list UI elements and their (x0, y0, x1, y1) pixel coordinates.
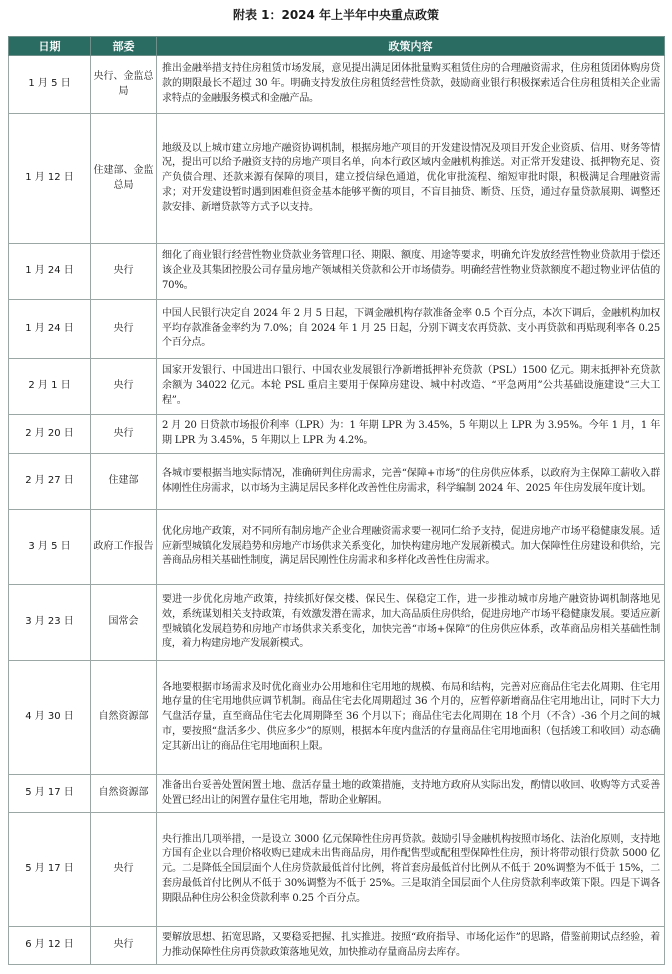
row-dept: 政府工作报告 (91, 510, 157, 585)
row-date: 3 月 23 日 (9, 585, 91, 661)
row-content: 要解放思想、拓宽思路，又要稳妥把握、扎实推进。按照“政府指导、市场化运作”的思路，借鉴前期试点经验，着力推动保障性住房再贷款政策落地见效，加快推动存量商品房去库存。 (157, 927, 665, 965)
table-row (9, 56, 665, 114)
row-dept: 自然资源部 (91, 661, 157, 775)
row-date: 2 月 20 日 (9, 415, 91, 454)
row-content: 优化房地产政策，对不同所有制房地产企业合理融资需求要一视同仁给予支持，促进房地产市场平稳健康发展。适应新型城镇化发展趋势和房地产市场供求关系变化，加快构建房地产发展新模式。加大保障性住房建设和供给，完善商品房相关基础性制度，满足居民刚性住房需求和多样化改善性住房需求。 (157, 510, 665, 585)
row-content: 各城市要根据当地实际情况，准确研判住房需求，完善“保障+市场”的住房供应体系，以政府为主保障工薪收入群体刚性住房需求，以市场为主满足居民多样化改善性住房需求，科学编制 2024 年、2025 年住房发展年度计划。 (157, 454, 665, 510)
row-dept: 央行 (91, 415, 157, 454)
row-date: 1 月 12 日 (9, 114, 91, 244)
row-content: 推出金融举措支持住房租赁市场发展，意见提出满足团体批量购买租赁住房的合理融资需求，住房租赁团体购房贷款的期限最长不超过 30 年。明确支持发放住房租赁经营性贷款，鼓励商业银行积极探索适合住房租赁相关企业需求特点的金融服务模式和金融产品。 (157, 56, 665, 114)
table-row (9, 359, 665, 415)
row-content: 央行推出几项举措，一是设立 3000 亿元保障性住房再贷款。鼓励引导金融机构按照市场化、法治化原则，支持地方国有企业以合理价格收购已建成未出售商品房，用作配售型或配租型保障性住房，预计将带动银行贷款 5000 亿元。二是降低全国层面个人住房贷款最低首付比例，将首套房最低首付比例从不低于 20%调整为不低于 15%，二套房最低首付比例从不低于 30%调整为不低于 25%。三是取消全国层面个人住房贷款利率政策下限。四是下调各期限品种住房公积金贷款利率 0.25 个百分点。 (157, 813, 665, 927)
row-content: 2 月 20 日贷款市场报价利率（LPR）为：1 年期 LPR 为 3.45%，5 年期以上 LPR 为 3.95%。今年 1 月，1 年期 LPR 为 3.45%，5 年期以上 LPR 为 4.2%。 (157, 415, 665, 454)
row-content: 细化了商业银行经营性物业贷款业务管理口径、期限、额度、用途等要求，明确允许发放经营性物业贷款用于偿还该企业及其集团控股公司存量房地产领域相关贷款和公开市场债券。明确经营性物业贷款额度不超过物业评估值的 70%。 (157, 244, 665, 300)
table-row (9, 300, 665, 359)
table-row (9, 927, 665, 965)
row-dept: 央行 (91, 300, 157, 359)
table-row (9, 454, 665, 510)
row-date: 2 月 27 日 (9, 454, 91, 510)
row-date: 1 月 24 日 (9, 300, 91, 359)
table-row (9, 114, 665, 244)
row-date: 6 月 12 日 (9, 927, 91, 965)
row-dept: 住建部 (91, 454, 157, 510)
table-row (9, 244, 665, 300)
row-dept: 国常会 (91, 585, 157, 661)
row-content: 准备出台妥善处置闲置土地、盘活存量土地的政策措施，支持地方政府从实际出发，酌情以收回、收购等方式妥善处置已经出让的闲置存量住宅用地，帮助企业解困。 (157, 775, 665, 813)
table-row (9, 813, 665, 927)
row-dept: 央行 (91, 813, 157, 927)
table-row (9, 585, 665, 661)
row-dept: 央行 (91, 927, 157, 965)
row-content: 要进一步优化房地产政策，持续抓好保交楼、保民生、保稳定工作，进一步推动城市房地产融资协调机制落地见效，系统谋划相关支持政策，有效激发潜在需求，加大高品质住房供给，促进房地产市场平稳健康发展。要适应新型城镇化发展趋势和房地产市场供求关系变化，加快完善“市场+保障”的住房供应体系，改革商品房相关基础性制度，着力构建房地产发展新模式。 (157, 585, 665, 661)
table-title: 附表 1：2024 年上半年中央重点政策 (232, 8, 440, 22)
row-date: 3 月 5 日 (9, 510, 91, 585)
row-content: 中国人民银行决定自 2024 年 2 月 5 日起，下调金融机构存款准备金率 0.5 个百分点，本次下调后，金融机构加权平均存款准备金率约为 7.0%；自 2024 年 1 月 25 日起，分别下调支农再贷款、支小再贷款和再贴现利率各 0.25 个百分点。 (157, 300, 665, 359)
table-row (9, 510, 665, 585)
row-dept: 央行 (91, 244, 157, 300)
row-dept: 央行、金监总局 (91, 56, 157, 114)
table-header-row (9, 37, 665, 56)
row-dept: 央行 (91, 359, 157, 415)
table-row (9, 661, 665, 775)
row-date: 1 月 24 日 (9, 244, 91, 300)
row-content: 地级及以上城市建立房地产融资协调机制，根据房地产项目的开发建设情况及项目开发企业资质、信用、财务等情况，提出可以给予融资支持的房地产项目名单，向本行政区域内金融机构推送。对正常开发建设、抵押物充足、资产负债合理、还款来源有保障的项目，建立授信绿色通道，优化审批流程、缩短审批时限，积极满足合理融资需求；对开发建设暂时遇到困难但资金基本能够平衡的项目，不盲目抽贷、断贷、压贷，通过存量贷款展期、调整还款安排、新增贷款等方式予以支持。 (157, 114, 665, 244)
table-row (9, 775, 665, 813)
row-content: 各地要根据市场需求及时优化商业办公用地和住宅用地的规模、布局和结构，完善对应商品住宅去化周期、住宅用地存量的住宅用地供应调节机制。商品住宅去化周期超过 36 个月的，应暂停新增商品住宅用地出让，同时下大力气盘活存量，直至商品住宅去化周期降至 36 个月以下；商品住宅去化周期在 18 个月（不含）-36 个月之间的城市，要按照“盘活多少、供应多少”的原则，根据本年度内盘活的存量商品住宅用地面积（包括竣工和收回）动态确定其新出让的商品住宅用地面积上限。 (157, 661, 665, 775)
header-content: 政策内容 (157, 37, 665, 56)
header-date: 日期 (9, 37, 91, 56)
row-date: 5 月 17 日 (9, 813, 91, 927)
row-dept: 自然资源部 (91, 775, 157, 813)
row-date: 4 月 30 日 (9, 661, 91, 775)
row-content: 国家开发银行、中国进出口银行、中国农业发展银行净新增抵押补充贷款（PSL）1500 亿元。期末抵押补充贷款余额为 34022 亿元。本轮 PSL 重启主要用于保障房建设、城中村改造、“平急两用”公共基础设施建设“三大工程”。 (157, 359, 665, 415)
row-date: 5 月 17 日 (9, 775, 91, 813)
row-date: 1 月 5 日 (9, 56, 91, 114)
policy-table (8, 36, 665, 965)
row-date: 2 月 1 日 (9, 359, 91, 415)
row-dept: 住建部、金监总局 (91, 114, 157, 244)
table-row (9, 415, 665, 454)
header-dept: 部委 (91, 37, 157, 56)
